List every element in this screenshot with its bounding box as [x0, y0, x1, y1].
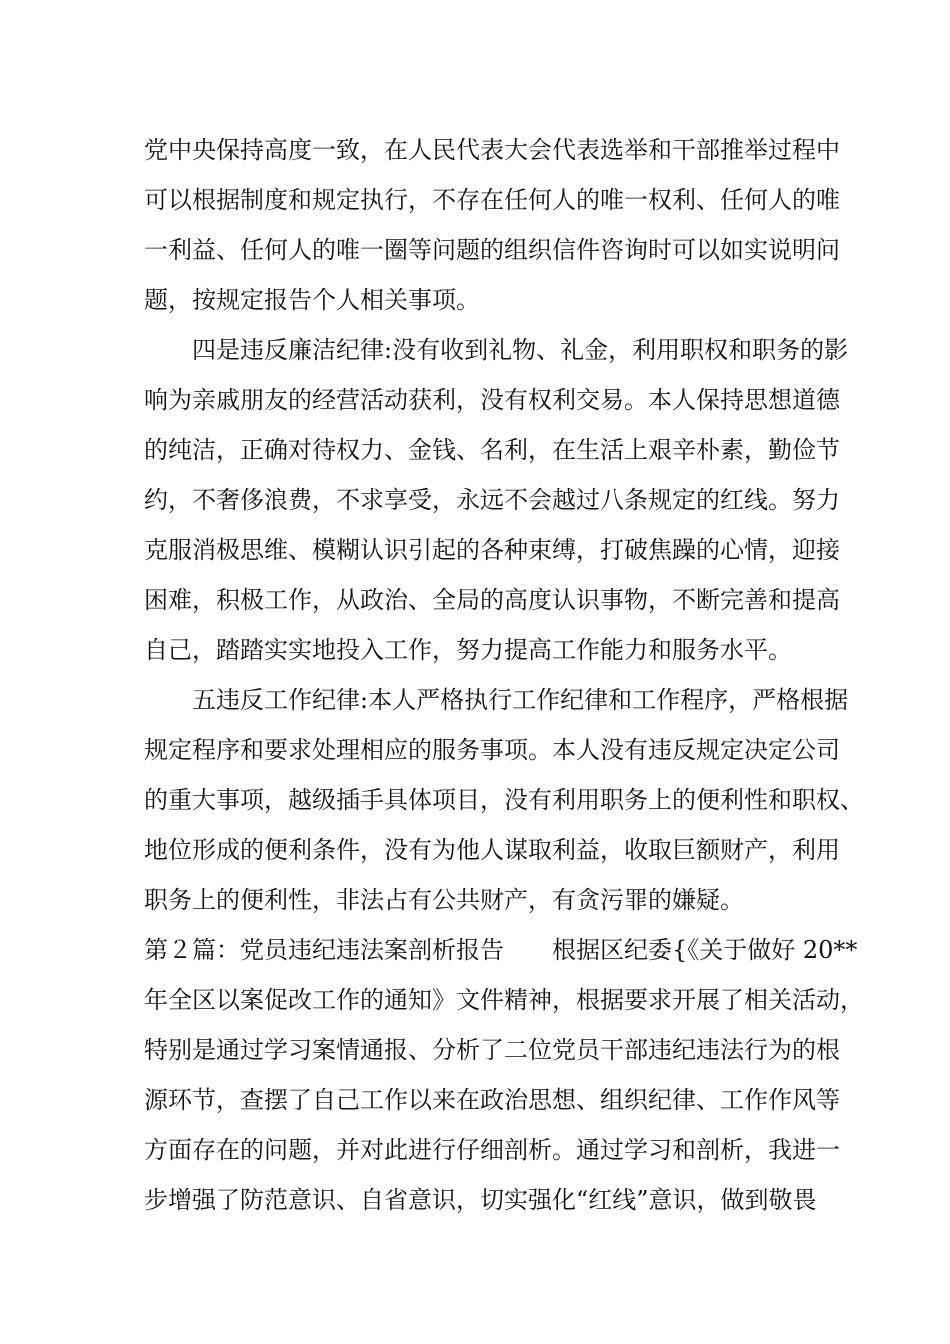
- text-line: 一利益、任何人的唯一圈等问题的组织信件咨询时可以如实说明问: [144, 236, 840, 264]
- text-line: 步增强了防范意识、自省意识，切实强化“红线”意识，做到敬畏: [144, 1186, 817, 1214]
- text-line: 方面存在的问题，并对此进行仔细剖析。通过学习和剖析，我进一: [144, 1136, 840, 1164]
- paragraph-start-line: 五违反工作纪律:本人严格执行工作纪律和工作程序，严格根据: [192, 686, 849, 714]
- text-line: 可以根据制度和规定执行，不存在任何人的唯一权利、任何人的唯: [144, 186, 840, 214]
- text-line: 地位形成的便利条件，没有为他人谋取利益，收取巨额财产，利用: [144, 836, 840, 864]
- text-line: 年全区以案促改工作的通知》文件精神，根据要求开展了相关活动，: [144, 986, 864, 1014]
- text-line: 特别是通过学习案情通报、分析了二位党员干部违纪违法行为的根: [144, 1036, 840, 1064]
- text-line: 响为亲戚朋友的经营活动获利，没有权利交易。本人保持思想道德: [144, 386, 840, 414]
- text-line: 党中央保持高度一致，在人民代表大会代表选举和干部推举过程中: [144, 136, 840, 164]
- text-line: 困难，积极工作，从政治、全局的高度认识事物，不断完善和提高: [144, 586, 840, 614]
- text-line: 规定程序和要求处理相应的服务事项。本人没有违反规定决定公司: [144, 736, 840, 764]
- section-heading-line: 第２篇：党员违纪违法案剖析报告 根据区纪委{《关于做好 20**: [144, 936, 858, 964]
- text-line: 题，按规定报告个人相关事项。: [144, 286, 480, 314]
- text-line: 职务上的便利性，非法占有公共财产，有贪污罪的嫌疑。: [144, 886, 744, 914]
- text-line: 的重大事项，越级插手具体项目，没有利用职务上的便利性和职权、: [144, 786, 864, 814]
- text-line: 自己，踏踏实实地投入工作，努力提高工作能力和服务水平。: [144, 636, 792, 664]
- text-line: 约，不奢侈浪费，不求享受，永远不会越过八条规定的红线。努力: [144, 486, 840, 514]
- text-line: 源环节，查摆了自己工作以来在政治思想、组织纪律、工作作风等: [144, 1086, 840, 1114]
- paragraph-start-line: 四是违反廉洁纪律:没有收到礼物、礼金，利用职权和职务的影: [192, 336, 849, 364]
- text-line: 克服消极思维、模糊认识引起的各种束缚，打破焦躁的心情，迎接: [144, 536, 840, 564]
- text-line: 的纯洁，正确对待权力、金钱、名利，在生活上艰辛朴素，勤俭节: [144, 436, 840, 464]
